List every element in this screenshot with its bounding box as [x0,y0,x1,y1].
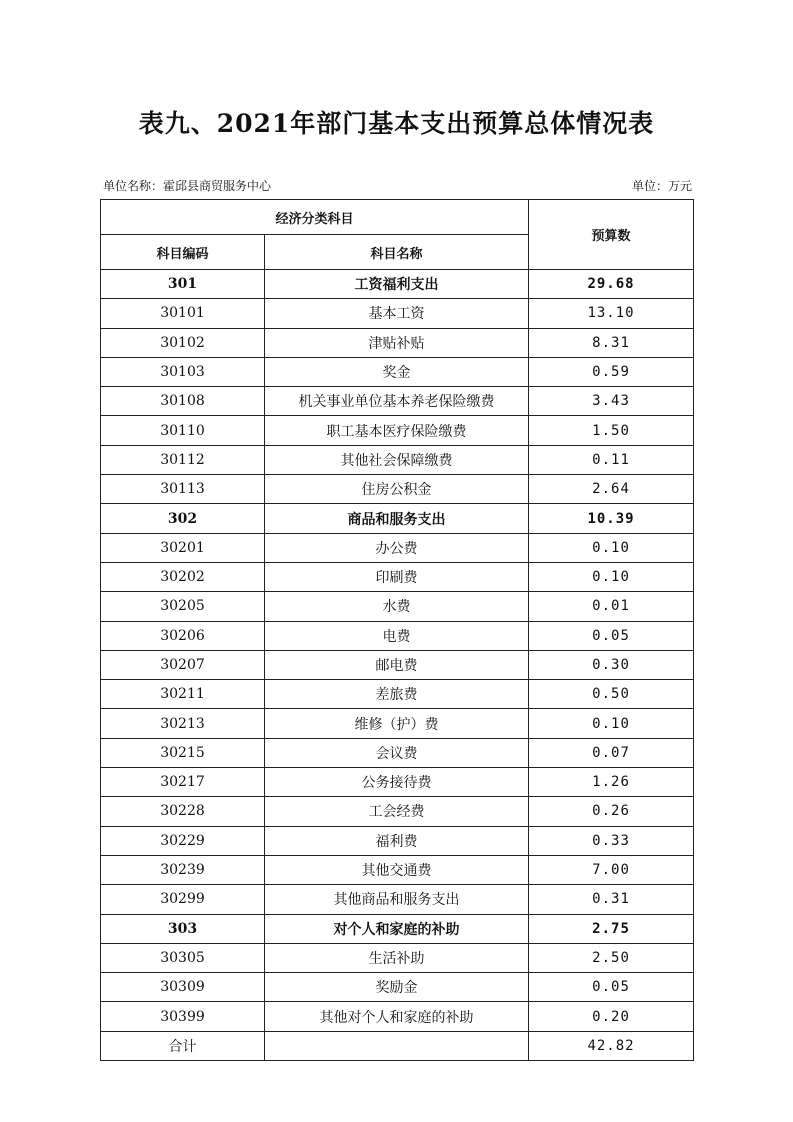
row-amount: 0.30 [529,650,694,679]
row-code: 30103 [101,357,265,386]
row-amount: 0.26 [529,797,694,826]
row-name: 公务接待费 [265,768,529,797]
row-code: 30211 [101,680,265,709]
row-amount: 2.75 [529,914,694,943]
row-amount: 13.10 [529,299,694,328]
header-row-1 [101,200,694,235]
table-row [101,357,694,386]
row-amount: 0.07 [529,738,694,767]
table-row [101,328,694,357]
row-name: 对个人和家庭的补助 [265,914,529,943]
row-amount: 8.31 [529,328,694,357]
row-amount: 0.10 [529,533,694,562]
unit-name: 单位名称：霍邱县商贸服务中心 [103,179,272,193]
row-name: 其他社会保障缴费 [265,445,529,474]
row-code: 30217 [101,768,265,797]
row-code: 30309 [101,973,265,1002]
row-name: 生活补助 [265,943,529,972]
row-name: 其他对个人和家庭的补助 [265,1002,529,1031]
row-code: 303 [101,914,265,943]
row-code: 30207 [101,650,265,679]
table-row [101,270,694,299]
table-row [101,855,694,884]
row-amount: 29.68 [529,270,694,299]
table-row [101,621,694,650]
row-name: 职工基本医疗保险缴费 [265,416,529,445]
row-name: 维修（护）费 [265,709,529,738]
row-code: 301 [101,270,265,299]
row-name: 办公费 [265,533,529,562]
row-amount: 0.01 [529,592,694,621]
row-name: 电费 [265,621,529,650]
total-name [265,1031,529,1060]
row-code: 302 [101,504,265,533]
table-row [101,885,694,914]
table-row [101,943,694,972]
row-amount: 0.05 [529,973,694,1002]
total-row [101,1031,694,1060]
row-amount: 0.11 [529,445,694,474]
row-code: 30201 [101,533,265,562]
budget-table-body [101,200,694,1061]
row-amount: 1.50 [529,416,694,445]
row-name: 印刷费 [265,562,529,591]
row-name: 福利费 [265,826,529,855]
row-code: 30108 [101,387,265,416]
table-row [101,973,694,1002]
row-code: 30305 [101,943,265,972]
table-row [101,387,694,416]
row-code: 30113 [101,475,265,504]
table-row [101,680,694,709]
row-name: 差旅费 [265,680,529,709]
row-code: 30229 [101,826,265,855]
budget-table [100,199,694,1061]
row-amount: 0.10 [529,562,694,591]
page-title: 表九、2021年部门基本支出预算总体情况表 [138,109,655,138]
unit-label: 单位：万元 [631,179,692,193]
header-name: 科目名称 [265,235,529,270]
table-row [101,533,694,562]
row-amount: 0.05 [529,621,694,650]
row-amount: 3.43 [529,387,694,416]
row-name: 津贴补贴 [265,328,529,357]
row-amount: 0.59 [529,357,694,386]
row-code: 30110 [101,416,265,445]
table-row [101,504,694,533]
header-code: 科目编码 [101,235,265,270]
row-code: 30205 [101,592,265,621]
row-name: 其他商品和服务支出 [265,885,529,914]
row-name: 机关事业单位基本养老保险缴费 [265,387,529,416]
row-code: 30239 [101,855,265,884]
row-code: 30399 [101,1002,265,1031]
table-row [101,650,694,679]
header-budget: 预算数 [529,200,694,270]
row-code: 30112 [101,445,265,474]
row-name: 商品和服务支出 [265,504,529,533]
row-name: 基本工资 [265,299,529,328]
row-amount: 0.20 [529,1002,694,1031]
row-name: 住房公积金 [265,475,529,504]
row-name: 水费 [265,592,529,621]
row-code: 30101 [101,299,265,328]
row-amount: 0.50 [529,680,694,709]
table-row [101,299,694,328]
total-amount: 42.82 [529,1031,694,1060]
row-amount: 1.26 [529,768,694,797]
table-row [101,416,694,445]
table-row [101,1002,694,1031]
row-name: 会议费 [265,738,529,767]
table-row [101,592,694,621]
row-amount: 0.31 [529,885,694,914]
total-label: 合计 [101,1031,265,1060]
row-code: 30215 [101,738,265,767]
header-econ-class: 经济分类科目 [101,200,529,235]
table-row [101,826,694,855]
row-name: 其他交通费 [265,855,529,884]
table-row [101,562,694,591]
row-code: 30213 [101,709,265,738]
row-amount: 2.50 [529,943,694,972]
row-code: 30102 [101,328,265,357]
row-name: 邮电费 [265,650,529,679]
row-code: 30299 [101,885,265,914]
row-name: 奖金 [265,357,529,386]
table-row [101,914,694,943]
row-amount: 2.64 [529,475,694,504]
row-amount: 10.39 [529,504,694,533]
table-row [101,768,694,797]
table-row [101,445,694,474]
row-amount: 0.10 [529,709,694,738]
table-row [101,709,694,738]
table-row [101,738,694,767]
row-amount: 0.33 [529,826,694,855]
row-name: 奖励金 [265,973,529,1002]
row-code: 30228 [101,797,265,826]
row-code: 30206 [101,621,265,650]
row-name: 工会经费 [265,797,529,826]
row-name: 工资福利支出 [265,270,529,299]
table-row [101,475,694,504]
table-row [101,797,694,826]
row-amount: 7.00 [529,855,694,884]
row-code: 30202 [101,562,265,591]
